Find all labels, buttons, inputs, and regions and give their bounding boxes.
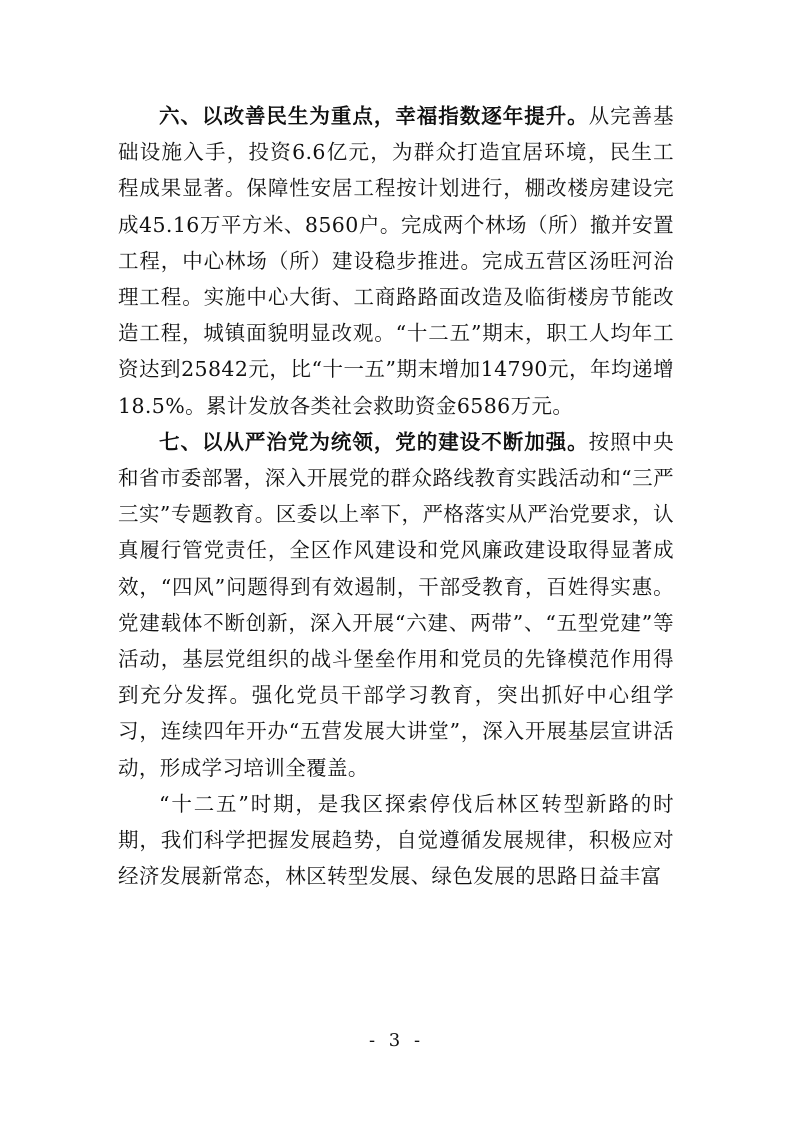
paragraph-party-building	[118, 424, 674, 786]
paragraph-heading: 六、以改善民生为重点，幸福指数逐年提升。	[159, 104, 589, 128]
paragraph-text: “十二五”时期，是我区探索停伐后林区转型新路的时期，我们科学把握发展趋势，自觉遵循发展规律，积极应对经济发展新常态，林区转型发展、绿色发展的思路日益丰富	[118, 791, 674, 889]
page-number: - 3 -	[368, 1030, 425, 1051]
paragraph-summary	[118, 786, 674, 895]
paragraph-heading: 七、以从严治党为统领，党的建设不断加强。	[159, 429, 589, 454]
paragraph-livelihood	[118, 98, 674, 424]
paragraph-text: 按照中央和省市委部署，深入开展党的群众路线教育实践活动和“三严三实”专题教育。区委以上率下，严格落实从严治党要求，认真履行管党责任，全区作风建设和党风廉政建设取得显著成效，“四风”问题得到有效遏制，干部受教育，百姓得实惠。党建载体不断创新，深入开展“六建、两带”、“五型党建”等活动，基层党组织的战斗堡垒作用和党员的先锋模范作用得到充分发挥。强化党员干部学习教育，突出抓好中心组学习，连续四年开办“五营发展大讲堂”，深入开展基层宣讲活动，形成学习培训全覆盖。	[118, 429, 675, 780]
document-body	[118, 98, 674, 894]
paragraph-text: 从完善基础设施入手，投资6.6亿元，为群众打造宜居环境，民生工程成果显著。保障性安居工程按计划进行，棚改楼房建设完成45.16万平方米、8560户。完成两个林场（所）撤并安置工程，中心林场（所）建设稳步推进。完成五营区汤旺河治理工程。实施中心大街、工商路路面改造及临街楼房节能改造工程，城镇面貌明显改观。“十二五”期末，职工人均年工资达到25842元，比“十一五”期末增加14790元，年均递增18.5%。累计发放各类社会救助资金6586万元。	[118, 104, 675, 418]
